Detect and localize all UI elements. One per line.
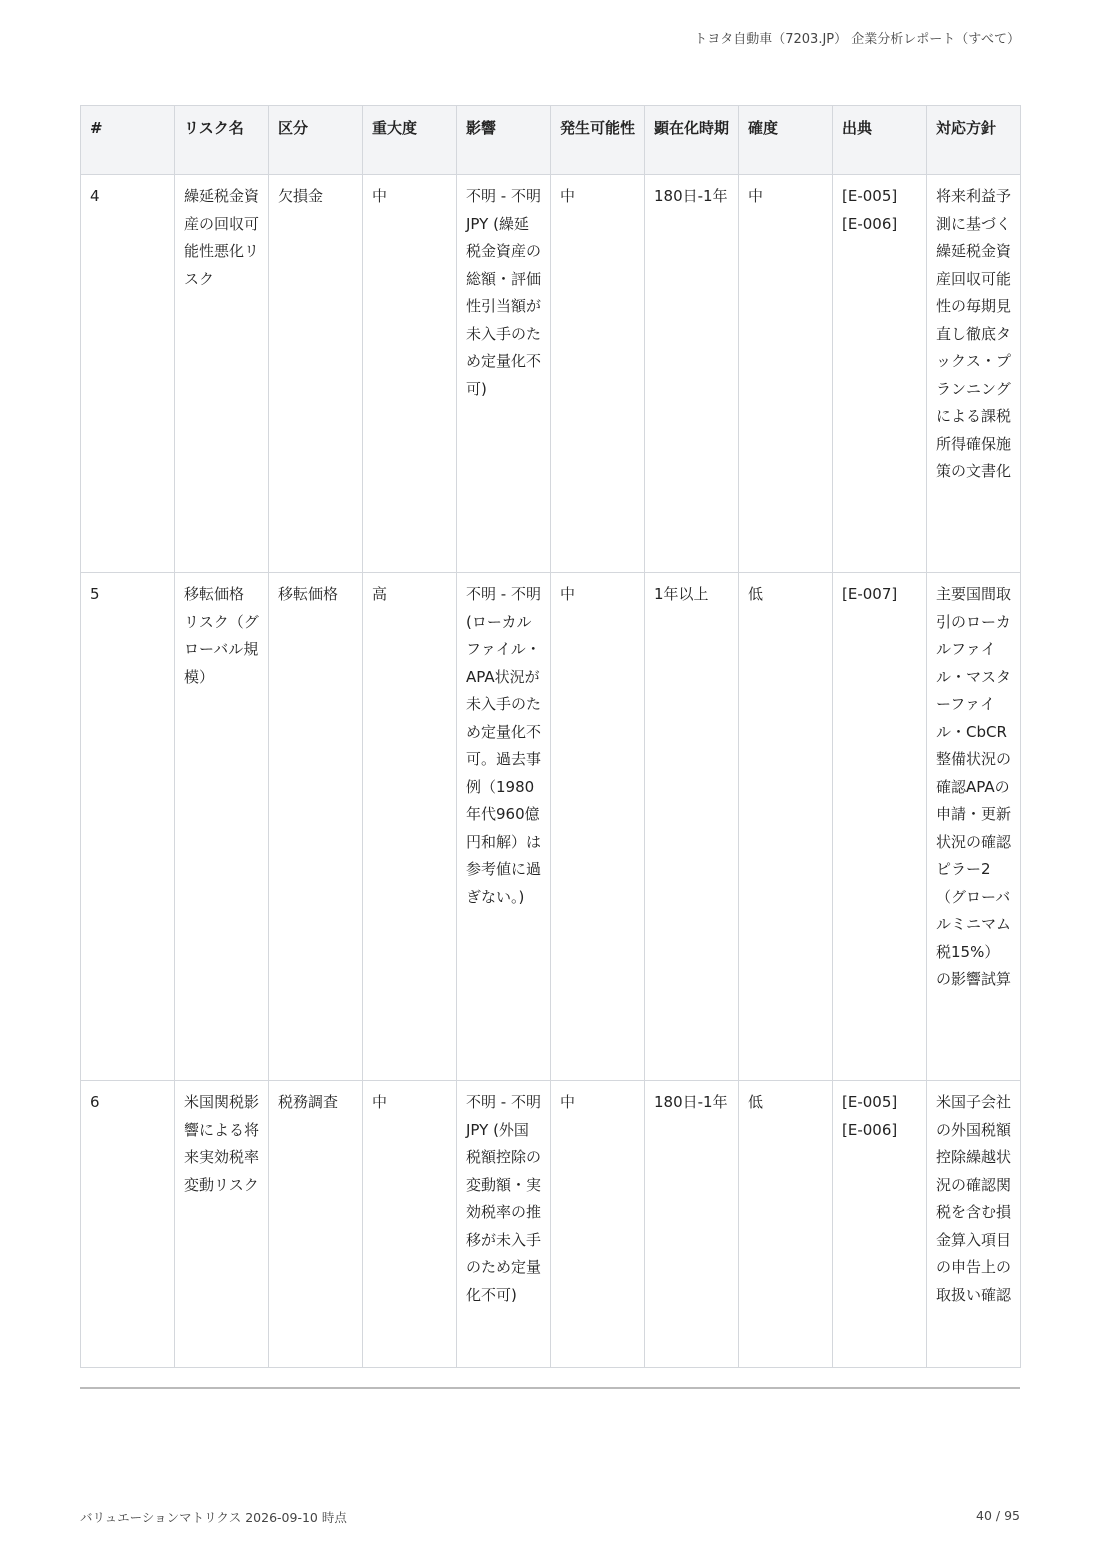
cell-likelihood: 中 [551,1081,645,1368]
column-header-response: 対応方針 [927,106,1021,175]
cell-risk-name: 米国関税影響による将来実効税率変動リスク [175,1081,269,1368]
cell-impact: 不明 - 不明 JPY (外国税額控除の変動額・実効税率の推移が未入手のため定量化不可) [457,1081,551,1368]
cell-number: 4 [81,175,175,573]
column-header-source: 出典 [833,106,927,175]
cell-timing: 180日-1年 [645,1081,739,1368]
cell-impact: 不明 - 不明 JPY (繰延税金資産の総額・評価性引当額が未入手のため定量化不可) [457,175,551,573]
source-reference: [E-005] [842,187,898,205]
cell-likelihood: 中 [551,573,645,1081]
column-header-confidence: 確度 [739,106,833,175]
cell-source [833,573,927,1081]
page-number: 40 / 95 [976,1508,1020,1523]
cell-impact: 不明 - 不明 (ローカルファイル・APA状況が未入手のため定量化不可。過去事例（1980年代960億円和解）は参考値に過ぎない。) [457,573,551,1081]
risk-table [80,105,1021,1368]
cell-timing: 1年以上 [645,573,739,1081]
column-header-risk-name: リスク名 [175,106,269,175]
source-reference: [E-006] [842,214,898,233]
cell-category: 税務調査 [269,1081,363,1368]
table-header-row [81,106,1021,175]
column-header-timing: 顕在化時期 [645,106,739,175]
cell-category: 欠損金 [269,175,363,573]
cell-confidence: 中 [739,175,833,573]
cell-response: 将来利益予測に基づく繰延税金資産回収可能性の毎期見直し徹底タックス・プランニングによる課税所得確保施策の文書化 [927,175,1021,573]
table-row [81,1081,1021,1368]
cell-source [833,1081,927,1368]
cell-timing: 180日-1年 [645,175,739,573]
column-header-impact: 影響 [457,106,551,175]
cell-severity: 高 [363,573,457,1081]
column-header-category: 区分 [269,106,363,175]
footer-source-date: バリュエーションマトリクス 2026-09-10 時点 [80,1510,347,1525]
column-header-severity: 重大度 [363,106,457,175]
cell-risk-name: 移転価格リスク（グローバル規模） [175,573,269,1081]
cell-risk-name: 繰延税金資産の回収可能性悪化リスク [175,175,269,573]
cell-severity: 中 [363,175,457,573]
cell-likelihood: 中 [551,175,645,573]
source-reference: [E-006] [842,1120,898,1139]
cell-response: 米国子会社の外国税額控除繰越状況の確認関税を含む損金算入項目の申告上の取扱い確認 [927,1081,1021,1368]
section-divider [80,1387,1020,1389]
cell-number: 6 [81,1081,175,1368]
column-header-likelihood: 発生可能性 [551,106,645,175]
table-row [81,573,1021,1081]
cell-category: 移転価格 [269,573,363,1081]
cell-source [833,175,927,573]
table-row [81,175,1021,573]
cell-response: 主要国間取引のローカルファイル・マスターファイル・CbCR整備状況の確認APAの申請・更新状況の確認ピラー2（グローバルミニマム税15%）の影響試算 [927,573,1021,1081]
cell-confidence: 低 [739,1081,833,1368]
cell-number: 5 [81,573,175,1081]
report-title: トヨタ自動車（7203.JP） 企業分析レポート（すべて） [694,32,1020,47]
source-reference: [E-005] [842,1093,898,1111]
cell-severity: 中 [363,1081,457,1368]
column-header-number: # [81,106,175,175]
cell-confidence: 低 [739,573,833,1081]
source-reference: [E-007] [842,585,898,603]
